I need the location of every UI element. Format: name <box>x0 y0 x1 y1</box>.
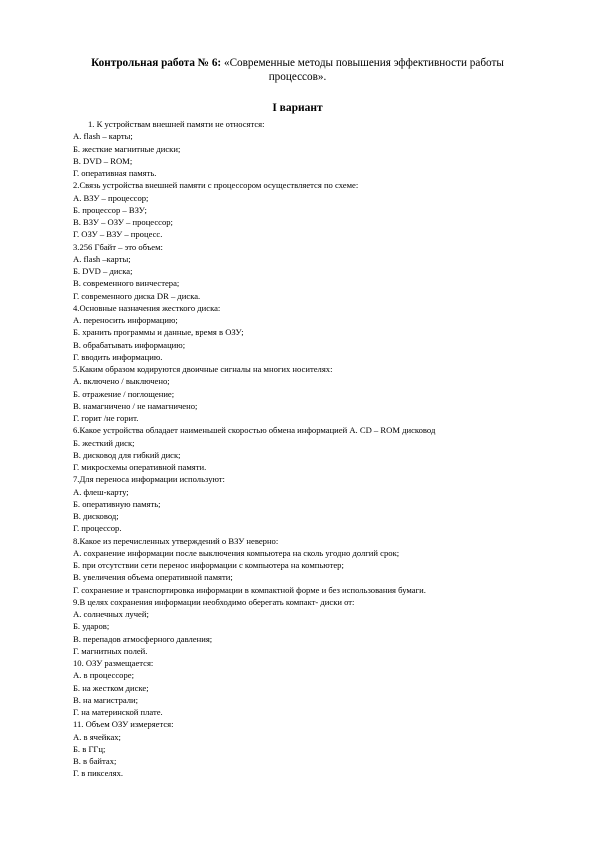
answer-option: Г. в пикселях. <box>73 768 124 779</box>
question-line: 6.Какое устройства обладает наименьшей скоростью обмена информацией А. CD – ROM дисковод <box>73 425 436 436</box>
answer-option: Г. сохранение и транспортировка информации в компактной форме и без использования бумаги. <box>73 584 426 595</box>
question-line: 4.Основные назначения жесткого диска: <box>73 302 221 313</box>
answer-option: А. сохранение информации после выключения компьютера на сколь угодно долгий срок; <box>73 547 400 558</box>
answer-option: В. современного винчестера; <box>73 278 180 289</box>
answer-option: Г. вводить информацию. <box>73 351 163 362</box>
title-text: «Современные методы повышения эффективности работы процессов». <box>221 57 504 83</box>
answer-option: Б. в ГГц; <box>73 743 106 754</box>
answer-option: А. в ячейках; <box>73 731 121 742</box>
answer-option: Б. процессор – ВЗУ; <box>73 204 147 215</box>
answer-option: Б. жесткий диск; <box>73 437 135 448</box>
document-title <box>70 56 525 84</box>
answer-option: Б. отражение / поглощение; <box>73 388 175 399</box>
answer-option: А. flash – карты; <box>73 131 133 142</box>
question-line: 10. ОЗУ размещается: <box>73 658 154 668</box>
question-line: 5.Каким образом кодируются двоичные сигналы на многих носителях: <box>73 364 333 374</box>
answer-option: В. намагничено / не намагничено; <box>73 400 198 411</box>
answer-option: Б. оперативную память; <box>73 498 161 509</box>
question-line: 11. Объем ОЗУ измеряется: <box>73 719 174 730</box>
answer-option: В. на магистрали; <box>73 694 139 705</box>
question-line: 8.Какое из перечисленных утверждений о ВЗУ неверно: <box>73 535 279 546</box>
answer-option: А. флеш-карту; <box>73 486 129 497</box>
answer-option: Б. жесткие магнитные диски; <box>73 143 181 154</box>
answer-option: В. ВЗУ – ОЗУ – процессор; <box>73 217 173 227</box>
answer-option: Б. на жестком диске; <box>73 682 149 693</box>
answer-option: А. включено / выключено; <box>73 376 170 387</box>
answer-option: В. в байтах; <box>73 756 117 766</box>
answer-option: Г. на материнской плате. <box>73 707 163 717</box>
answer-option: А. ВЗУ – процессор; <box>73 192 149 203</box>
answer-option: Г. современного диска DR – диска. <box>73 290 201 301</box>
answer-option: В. дисковод для гибкий диск; <box>73 449 181 460</box>
answer-option: В. увеличения объема оперативной памяти; <box>73 572 233 583</box>
answer-option: Б. при отсутствии сети перенос информации с компьютера на компьютер; <box>73 560 344 570</box>
answer-option: А. в процессоре; <box>73 670 134 681</box>
answer-option: А. flash –карты; <box>73 253 131 264</box>
answer-option: В. дисковод; <box>73 511 119 521</box>
answer-option: А. переносить информацию; <box>73 315 178 325</box>
answer-option: Г. процессор. <box>73 523 122 534</box>
answer-option: А. солнечных лучей; <box>73 609 149 619</box>
answer-option: Г. оперативная память. <box>73 168 157 178</box>
variant-heading: I вариант <box>272 102 323 114</box>
question-line: 2.Связь устройства внешней памяти с процессором осуществляется по схеме: <box>73 180 359 191</box>
test-body <box>73 118 533 780</box>
answer-option: Г. магнитных полей. <box>73 645 148 656</box>
question-line: 9.В целях сохранения информации необходимо оберегать компакт- диски от: <box>73 596 355 607</box>
answer-option: Б. ударов; <box>73 621 110 632</box>
answer-option: В. перепадов атмосферного давления; <box>73 633 213 644</box>
answer-option: В. обрабатывать информацию; <box>73 339 186 350</box>
title-bold: Контрольная работа № 6: <box>91 57 222 69</box>
answer-option: Г. горит /не горит. <box>73 413 139 423</box>
answer-option: Г. микросхемы оперативной памяти. <box>73 462 207 472</box>
answer-option: Б. хранить программы и данные, время в ОЗУ; <box>73 327 244 338</box>
answer-option: Б. DVD – диска; <box>73 266 133 276</box>
question-line: 7.Для переноса информации используют: <box>73 474 225 485</box>
question-line: 1. К устройствам внешней памяти не относятся: <box>88 119 265 129</box>
answer-option: Г. ОЗУ – ВЗУ – процесс. <box>73 229 163 240</box>
answer-option: В. DVD – ROM; <box>73 155 133 166</box>
question-line: 3.256 Гбайт – это объем: <box>73 241 163 252</box>
